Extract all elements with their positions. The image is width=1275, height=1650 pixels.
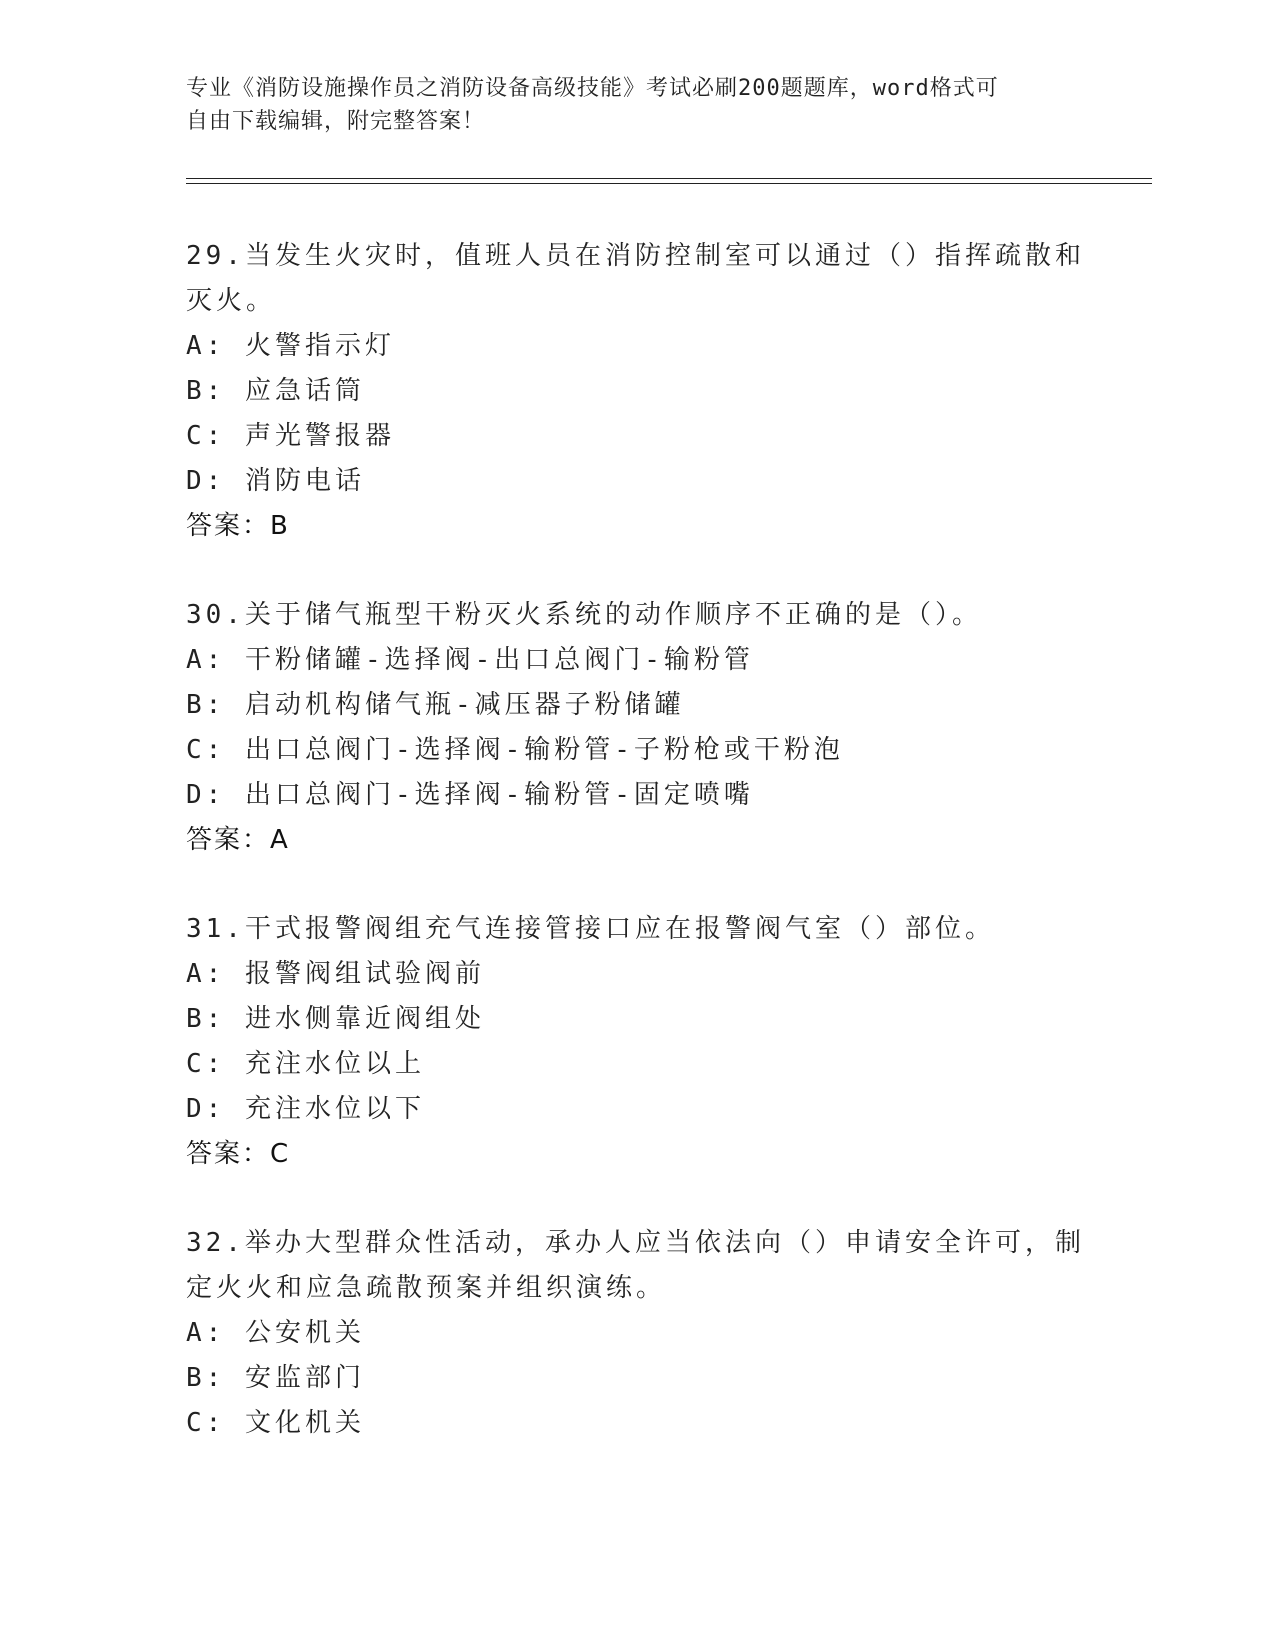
option-a: A: 报警阀组试验阀前 bbox=[186, 959, 485, 989]
option-c: C: 文化机关 bbox=[186, 1408, 365, 1438]
answer: 答案：C bbox=[186, 1139, 291, 1169]
answer: 答案：A bbox=[186, 825, 290, 855]
option-b: B: 进水侧靠近阀组处 bbox=[186, 1004, 485, 1034]
document-header bbox=[186, 72, 1066, 138]
question-list bbox=[186, 234, 1086, 1490]
option-c: C: 声光警报器 bbox=[186, 421, 395, 451]
option-b: B: 启动机构储气瓶-减压器子粉储罐 bbox=[186, 690, 685, 720]
option-b: B: 安监部门 bbox=[186, 1363, 365, 1393]
option-d: D: 出口总阀门-选择阀-输粉管-固定喷嘴 bbox=[186, 780, 754, 810]
option-b: B: 应急话筒 bbox=[186, 376, 365, 406]
option-a: A: 火警指示灯 bbox=[186, 331, 395, 361]
header-divider bbox=[186, 178, 1152, 184]
question-29 bbox=[186, 234, 1086, 549]
option-a: A: 公安机关 bbox=[186, 1318, 365, 1348]
question-text: 29.当发生火灾时，值班人员在消防控制室可以通过（）指挥疏散和灭火。 bbox=[186, 241, 1085, 316]
answer: 答案：B bbox=[186, 511, 290, 541]
header-line-1: 专业《消防设施操作员之消防设备高级技能》考试必刷200题题库，word格式可 bbox=[186, 76, 999, 101]
option-d: D: 充注水位以下 bbox=[186, 1094, 425, 1124]
header-line-2: 自由下载编辑，附完整答案！ bbox=[186, 109, 486, 134]
question-30 bbox=[186, 593, 1086, 863]
question-31 bbox=[186, 907, 1086, 1177]
question-32 bbox=[186, 1221, 1086, 1446]
question-text: 30.关于储气瓶型干粉灭火系统的动作顺序不正确的是（）。 bbox=[186, 600, 982, 630]
option-c: C: 出口总阀门-选择阀-输粉管-子粉枪或干粉泡 bbox=[186, 735, 844, 765]
option-c: C: 充注水位以上 bbox=[186, 1049, 425, 1079]
option-a: A: 干粉储罐-选择阀-出口总阀门-输粉管 bbox=[186, 645, 754, 675]
question-text: 31.干式报警阀组充气连接管接口应在报警阀气室（）部位。 bbox=[186, 914, 995, 944]
question-text: 32.举办大型群众性活动，承办人应当依法向（）申请安全许可，制定火火和应急疏散预案并组织演练。 bbox=[186, 1228, 1085, 1303]
option-d: D: 消防电话 bbox=[186, 466, 365, 496]
